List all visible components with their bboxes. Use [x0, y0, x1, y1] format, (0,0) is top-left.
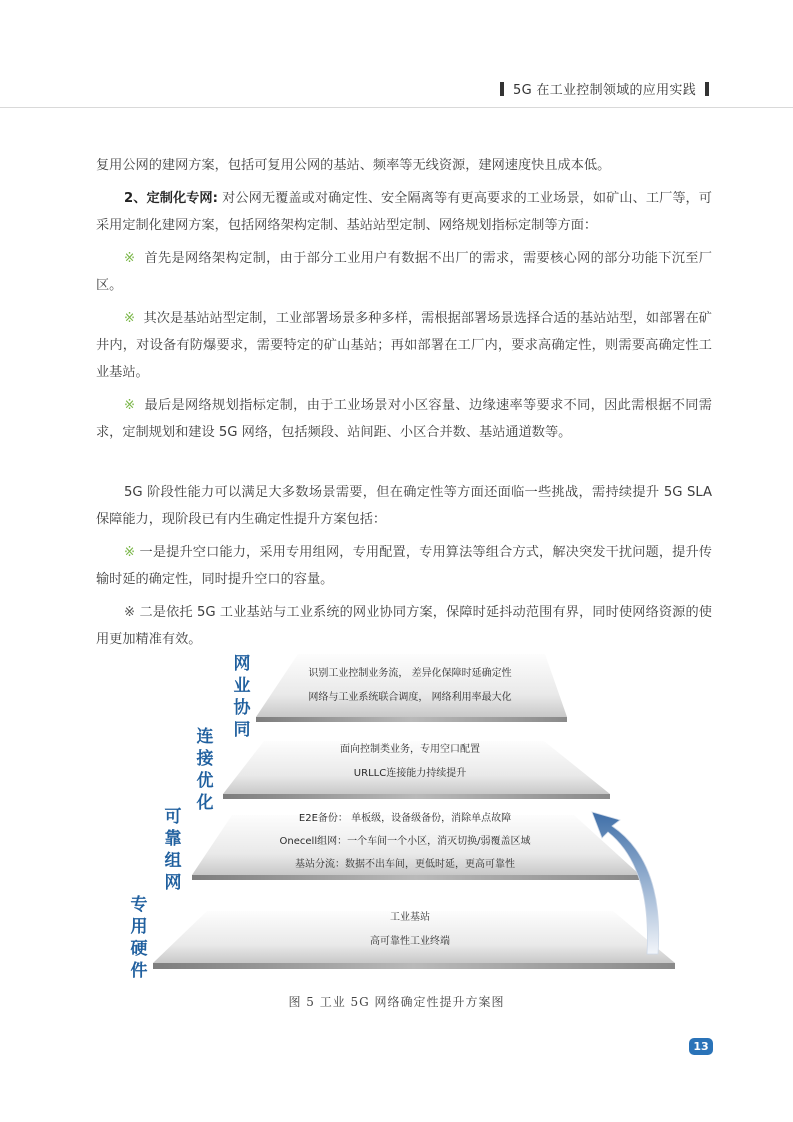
header-rule	[0, 107, 793, 108]
header-bar-left	[500, 82, 504, 96]
bullet-4: ※ 一是提升空口能力，采用专用组网，专用配置，专用算法等组合方式，解决突发干扰问题，提升传输时延的确定性，同时提升空口的容量。	[96, 545, 712, 587]
paragraph-2	[96, 185, 712, 239]
bullet-mark-icon: ※	[124, 605, 136, 620]
section-subtitle: 2、定制化专网:	[124, 191, 218, 206]
level-2-text: 面向控制类业务，专用空口配置 URLLC连接能力持续提升	[340, 744, 480, 779]
body-text	[96, 152, 712, 653]
level-4-label: 专 用 硬 件	[130, 895, 148, 981]
bullet-mark-icon: ※	[124, 311, 136, 326]
page-number: 13	[689, 1038, 713, 1055]
running-header-title: 5G 在工业控制领域的应用实践	[513, 83, 696, 98]
level-1-edge	[256, 717, 567, 722]
figure-caption: 图 5 工业 5G 网络确定性提升方案图	[288, 995, 505, 1009]
network-determinism-diagram	[120, 640, 690, 980]
level-1-text: 识别工业控制业务流， 差异化保障时延确定性 网络与工业系统联合调度， 网络利用率最大化	[308, 668, 512, 703]
level-1-label: 网 业 协 同	[233, 654, 251, 740]
bullet-1: ※ 首先是网络架构定制，由于部分工业用户有数据不出厂的需求，需要核心网的部分功能下沉至厂区。	[96, 251, 712, 293]
level-2-edge	[223, 794, 610, 799]
paragraph-1: 复用公网的建网方案，包括可复用公网的基站、频率等无线资源，建网速度快且成本低。	[96, 158, 611, 173]
bullet-5: ※ 二是依托 5G 工业基站与工业系统的网业协同方案，保障时延抖动范围有界，同时使网络资源的使用更加精准有效。	[96, 605, 712, 647]
bullet-2: ※ 其次是基站站型定制，工业部署场景多种多样，需根据部署场景选择合适的基站站型，如部署在矿井内，对设备有防爆要求，需要特定的矿山基站；再如部署在工厂内，要求高确定性，则需要高确定性工业基站。	[96, 311, 712, 380]
level-3-text: E2E备份： 单板级，设备级备份，消除单点故障 Onecell组网：一个车间一个小区，消灭切换/弱覆盖区域 基站分流：数据不出车间，更低时延，更高可靠性	[279, 813, 531, 870]
bullet-mark-icon: ※	[124, 398, 136, 413]
header-bar-right	[705, 82, 709, 96]
level-4-text: 工业基站 高可靠性工业终端	[370, 912, 450, 947]
paragraph-2-text: 对公网无覆盖或对确定性、安全隔离等有更高要求的工业场景，如矿山、工厂等，可采用定制化建网方案，包括网络架构定制、基站站型定制、网络规划指标定制等方面：	[96, 191, 712, 233]
paragraph-3: 5G 阶段性能力可以满足大多数场景需要，但在确定性等方面还面临一些挑战，需持续提升 5G SLA 保障能力，现阶段已有内生确定性提升方案包括：	[96, 485, 712, 527]
level-3-label: 可 靠 组 网	[164, 807, 182, 893]
bullet-mark-icon: ※	[124, 251, 136, 266]
level-2-label: 连 接 优 化	[196, 727, 214, 813]
running-header	[500, 79, 709, 98]
level-4-edge	[153, 963, 675, 969]
bullet-mark-icon: ※	[124, 545, 136, 560]
bullet-3: ※ 最后是网络规划指标定制，由于工业场景对小区容量、边缘速率等要求不同，因此需根据不同需求，定制规划和建设 5G 网络，包括频段、站间距、小区合并数、基站通道数等。	[96, 398, 712, 440]
